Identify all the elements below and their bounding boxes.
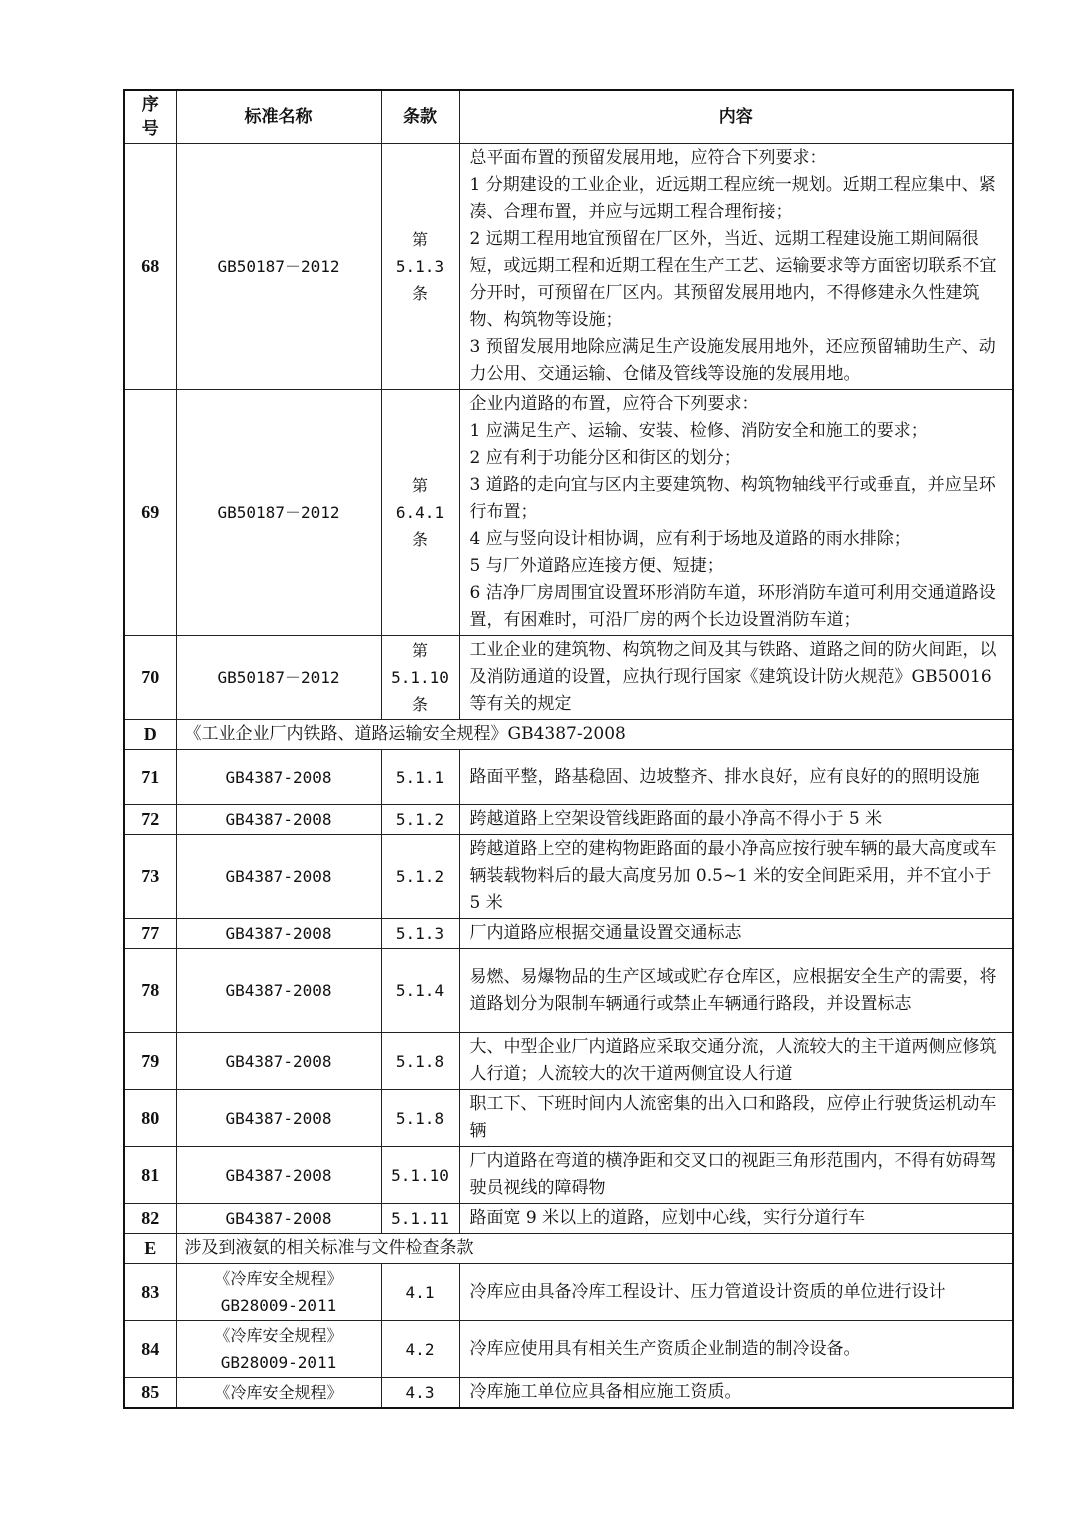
row-number: 72	[124, 805, 176, 835]
table-row	[124, 750, 1013, 805]
row-number: 78	[124, 949, 176, 1033]
standard-name-cell: GB4387-2008	[176, 919, 381, 949]
section-letter: D	[124, 720, 176, 750]
clause-cell: 5.1.2	[381, 835, 459, 919]
section-row	[124, 1234, 1013, 1264]
content-cell: 冷库应使用具有相关生产资质企业制造的制冷设备。	[459, 1321, 1013, 1378]
clause-cell: 4.3	[381, 1378, 459, 1409]
table-row	[124, 1204, 1013, 1234]
table-row	[124, 390, 1013, 636]
row-number: 79	[124, 1033, 176, 1090]
table-row	[124, 919, 1013, 949]
standards-table	[123, 89, 1014, 1409]
clause-cell: 5.1.11	[381, 1204, 459, 1234]
content-cell: 厂内道路应根据交通量设置交通标志	[459, 919, 1013, 949]
standard-name-cell: 《冷库安全规程》	[176, 1378, 381, 1409]
standard-name-cell: GB4387-2008	[176, 835, 381, 919]
content-cell: 企业内道路的布置，应符合下列要求： 1 应满足生产、运输、安装、检修、消防安全和施工的要求； 2 应有利于功能分区和街区的划分； 3 道路的走向宜与区内主要建筑物、构筑物轴线平行或垂直，并应呈环行布置； 4 应与竖向设计相协调，应有利于场地及道路的雨水排除； 5 与厂外道路应连接方便、短捷； 6 洁净厂房周围宜设置环形消防车道，环形消防车道可利用交通道路设置，有困难时，可沿厂房的两个长边设置消防车道；	[459, 390, 1013, 636]
table-row	[124, 1090, 1013, 1147]
content-cell: 工业企业的建筑物、构筑物之间及其与铁路、道路之间的防火间距，以及消防通道的设置，应执行现行国家《建筑设计防火规范》GB50016 等有关的规定	[459, 636, 1013, 720]
row-number: 70	[124, 636, 176, 720]
clause-cell: 5.1.10	[381, 1147, 459, 1204]
standard-name-cell: 《冷库安全规程》 GB28009-2011	[176, 1264, 381, 1321]
content-cell: 大、中型企业厂内道路应采取交通分流，人流较大的主干道两侧应修筑人行道；人流较大的次干道两侧宜设人行道	[459, 1033, 1013, 1090]
table-row	[124, 805, 1013, 835]
table-row	[124, 1378, 1013, 1409]
clause-cell: 4.1	[381, 1264, 459, 1321]
section-title: 涉及到液氨的相关标准与文件检查条款	[176, 1234, 1013, 1264]
row-number: 82	[124, 1204, 176, 1234]
row-number: 73	[124, 835, 176, 919]
section-title: 《工业企业厂内铁路、道路运输安全规程》GB4387-2008	[176, 720, 1013, 750]
standard-name-cell: GB4387-2008	[176, 1033, 381, 1090]
clause-cell: 5.1.8	[381, 1090, 459, 1147]
clause-cell: 4.2	[381, 1321, 459, 1378]
table-row	[124, 636, 1013, 720]
content-cell: 跨越道路上空架设管线距路面的最小净高不得小于 5 米	[459, 805, 1013, 835]
standard-name-cell: GB50187－2012	[176, 636, 381, 720]
standard-name-cell: GB50187－2012	[176, 144, 381, 390]
standard-name-cell: GB50187－2012	[176, 390, 381, 636]
header-clause: 条款	[381, 90, 459, 144]
table-row	[124, 1147, 1013, 1204]
header-seq: 序 号	[124, 90, 176, 144]
row-number: 80	[124, 1090, 176, 1147]
standard-name-cell: 《冷库安全规程》 GB28009-2011	[176, 1321, 381, 1378]
content-cell: 跨越道路上空的建构物距路面的最小净高应按行驶车辆的最大高度或车辆装载物料后的最大高度另加 0.5~1 米的安全间距采用，并不宜小于 5 米	[459, 835, 1013, 919]
clause-cell: 5.1.1	[381, 750, 459, 805]
section-letter: E	[124, 1234, 176, 1264]
content-cell: 路面平整，路基稳固、边坡整齐、排水良好，应有良好的的照明设施	[459, 750, 1013, 805]
content-cell: 总平面布置的预留发展用地，应符合下列要求： 1 分期建设的工业企业，近远期工程应统一规划。近期工程应集中、紧凑、合理布置，并应与远期工程合理衔接； 2 远期工程用地宜预留在厂区外，当近、远期工程建设施工期间隔很短，或远期工程和近期工程在生产工艺、运输要求等方面密切联系不宜分开时，可预留在厂区内。其预留发展用地内，不得修建永久性建筑物、构筑物等设施； 3 预留发展用地除应满足生产设施发展用地外，还应预留辅助生产、动力公用、交通运输、仓储及管线等设施的发展用地。	[459, 144, 1013, 390]
table-row	[124, 835, 1013, 919]
row-number: 68	[124, 144, 176, 390]
clause-cell: 第 6.4.1 条	[381, 390, 459, 636]
table-row	[124, 1264, 1013, 1321]
clause-cell: 5.1.2	[381, 805, 459, 835]
content-cell: 冷库应由具备冷库工程设计、压力管道设计资质的单位进行设计	[459, 1264, 1013, 1321]
table-row	[124, 949, 1013, 1033]
table-row	[124, 1321, 1013, 1378]
row-number: 81	[124, 1147, 176, 1204]
header-standard-name: 标准名称	[176, 90, 381, 144]
table-row	[124, 144, 1013, 390]
table-body	[124, 144, 1013, 1409]
content-cell: 厂内道路在弯道的横净距和交叉口的视距三角形范围内，不得有妨碍驾驶员视线的障碍物	[459, 1147, 1013, 1204]
standards-table-sheet	[123, 89, 1012, 1409]
clause-cell: 5.1.3	[381, 919, 459, 949]
row-number: 83	[124, 1264, 176, 1321]
content-cell: 职工下、下班时间内人流密集的出入口和路段，应停止行驶货运机动车辆	[459, 1090, 1013, 1147]
standard-name-cell: GB4387-2008	[176, 1090, 381, 1147]
row-number: 85	[124, 1378, 176, 1409]
content-cell: 路面宽 9 米以上的道路，应划中心线，实行分道行车	[459, 1204, 1013, 1234]
clause-cell: 第 5.1.3 条	[381, 144, 459, 390]
clause-cell: 5.1.8	[381, 1033, 459, 1090]
header-content: 内容	[459, 90, 1013, 144]
content-cell: 易燃、易爆物品的生产区域或贮存仓库区，应根据安全生产的需要，将道路划分为限制车辆通行或禁止车辆通行路段，并设置标志	[459, 949, 1013, 1033]
section-row	[124, 720, 1013, 750]
standard-name-cell: GB4387-2008	[176, 1204, 381, 1234]
standard-name-cell: GB4387-2008	[176, 949, 381, 1033]
content-cell: 冷库施工单位应具备相应施工资质。	[459, 1378, 1013, 1409]
table-row	[124, 1033, 1013, 1090]
standard-name-cell: GB4387-2008	[176, 750, 381, 805]
row-number: 84	[124, 1321, 176, 1378]
row-number: 69	[124, 390, 176, 636]
standard-name-cell: GB4387-2008	[176, 805, 381, 835]
table-header-row	[124, 90, 1013, 144]
clause-cell: 第 5.1.10 条	[381, 636, 459, 720]
clause-cell: 5.1.4	[381, 949, 459, 1033]
standard-name-cell: GB4387-2008	[176, 1147, 381, 1204]
row-number: 71	[124, 750, 176, 805]
row-number: 77	[124, 919, 176, 949]
